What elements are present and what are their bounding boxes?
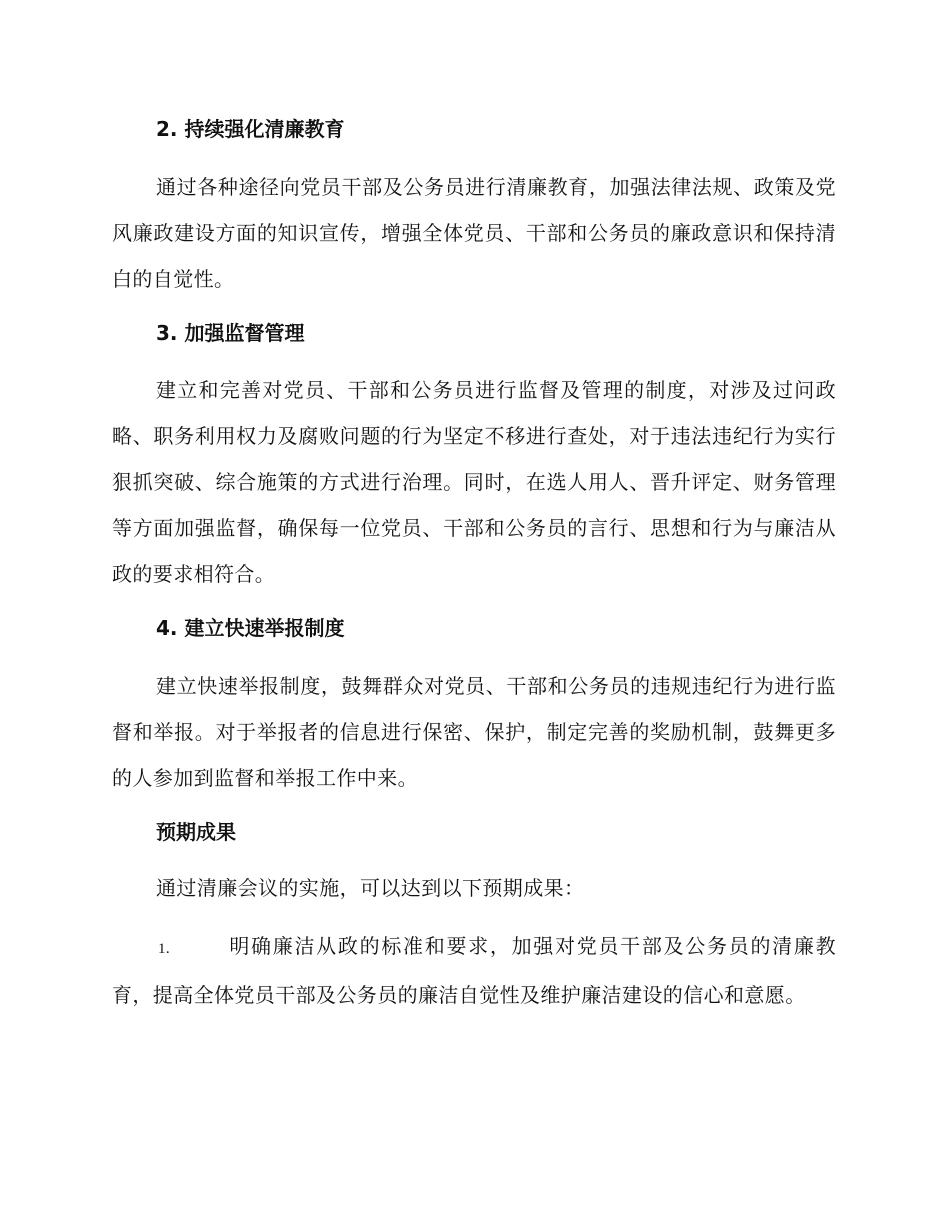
section-body-education: 通过各种途径向党员干部及公务员进行清廉教育，加强法律法规、政策及党风廉政建设方面的知识宣传，增强全体党员、干部和公务员的廉政意识和保持清白的自觉性。: [112, 175, 836, 291]
list-item-number: 1.: [158, 941, 171, 957]
section-heading-reporting: 4. 建立快速举报制度: [156, 616, 345, 640]
section-body-supervision: 建立和完善对党员、干部和公务员进行监督及管理的制度，对涉及过问政略、职务利用权力及腐败问题的行为坚定不移进行查处，对于违法违纪行为实行狠抓突破、综合施策的方式进行治理。同时，在选人用人、晋升评定、财务管理等方面加强监督，确保每一位党员、干部和公务员的言行、思想和行为与廉洁从政的要求相符合。: [112, 378, 836, 586]
section-body-reporting: 建立快速举报制度，鼓舞群众对党员、干部和公务员的违规违纪行为进行监督和举报。对于举报者的信息进行保密、保护，制定完善的奖励机制，鼓舞更多的人参加到监督和举报工作中来。: [112, 674, 836, 790]
list-item-text: 明确廉洁从政的标准和要求，加强对党员干部及公务员的清廉教育，提高全体党员干部及公务员的廉洁自觉性及维护廉洁建设的信心和意愿。: [112, 934, 836, 1007]
section-heading-expected-results: 预期成果: [156, 820, 236, 844]
section-body-expected-results: 通过清廉会议的实施，可以达到以下预期成果：: [156, 876, 585, 900]
list-item: [112, 923, 836, 1018]
section-heading-supervision: 3. 加强监督管理: [156, 321, 305, 345]
section-heading-education: 2. 持续强化清廉教育: [156, 117, 345, 141]
